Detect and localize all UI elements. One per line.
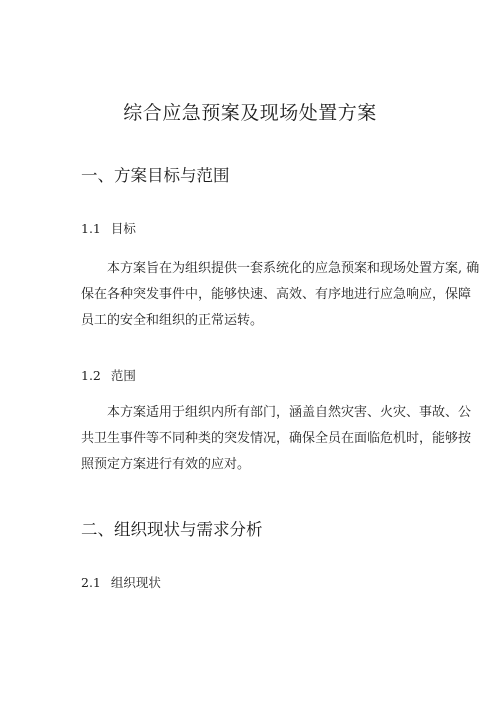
subsection-number: 1.1 [81,221,101,236]
paragraph-line: 共卫生事件等不同种类的突发情况，确保全员在面临危机时，能够按 [81,431,472,446]
subsection-number: 1.2 [81,368,101,383]
subsection-number: 2.1 [81,575,101,590]
paragraph-line: 照预定方案进行有效的应对。 [81,457,251,472]
paragraph-line: 本方案适用于组织内所有部门，涵盖自然灾害、火灾、事故、公 [107,405,472,420]
section-heading-1: 一、方案目标与范围 [81,166,230,185]
document-title: 综合应急预案及现场处置方案 [123,102,377,124]
subsection-title: 组织现状 [110,575,161,590]
paragraph-line: 员工的安全和组织的正常运转。 [81,313,264,328]
subsection-title: 范围 [110,368,136,383]
paragraph-line: 保在各种突发事件中，能够快速、高效、有序地进行应急响应，保障 [81,287,472,302]
subsection-title: 目标 [110,221,136,236]
subsection-heading-2-1 [81,573,161,591]
subsection-heading-1-1 [81,219,136,237]
section-heading-2: 二、组织现状与需求分析 [81,520,263,539]
paragraph-line: 本方案旨在为组织提供一套系统化的应急预案和现场处置方案, 确 [107,261,480,276]
paragraph-scope [81,400,472,478]
subsection-heading-1-2 [81,366,136,384]
paragraph-goal [81,256,480,334]
